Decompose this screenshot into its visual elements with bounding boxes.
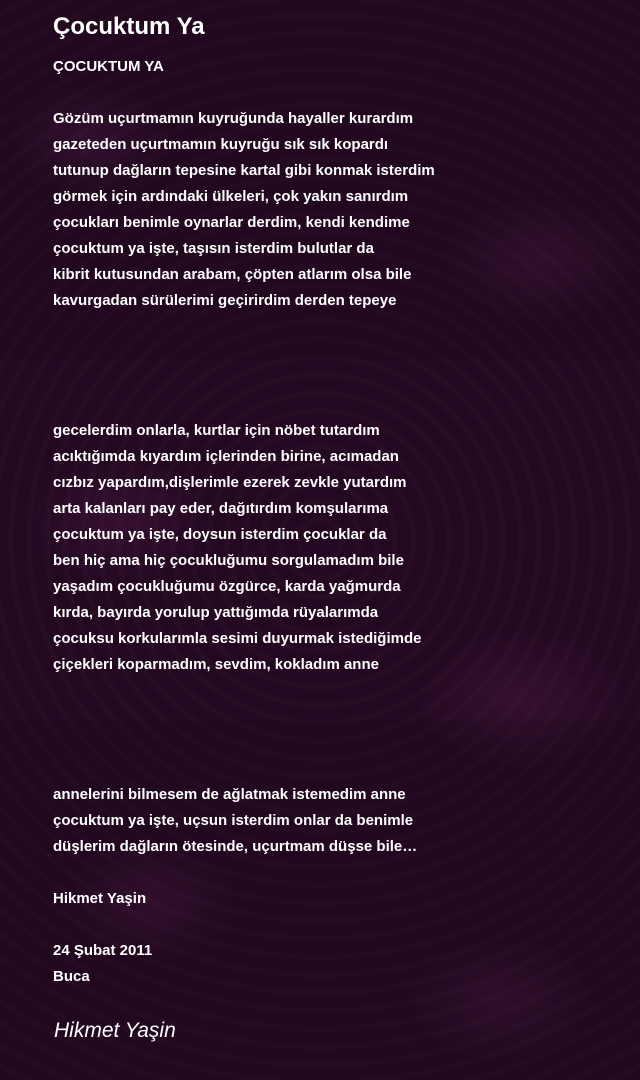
poem-line: çocuktum ya işte, taşısın isterdim bulutlar da [53,240,374,257]
poem-line: annelerini bilmesem de ağlatmak istemedim anne [53,786,406,803]
poem-line: ÇOCUKTUM YA [53,58,164,75]
poem-blank-line [53,392,613,418]
poem-line: kavurgadan sürülerimi geçirirdim derden tepeye [53,292,397,309]
poem-line: Gözüm uçurtmamın kuyruğunda hayaller kurardım [53,110,414,127]
poem-line: cızbız yapardım,dişlerimle ezerek zevkle yutardım [53,474,407,491]
poem-line: acıktığımda kıyardım içlerinden birine, acımadan [53,448,399,465]
poem-blank-line [53,756,613,782]
poem-blank-line [53,340,613,366]
poem-line: görmek için ardındaki ülkeleri, çok yakın sanırdım [53,188,409,205]
poem-line: Buca [53,968,90,985]
poem-blank-line [53,314,613,340]
poem-line: kırda, bayırda yorulup yattığımda rüyalarımda [53,604,379,621]
poem-line: çocuktum ya işte, doysun isterdim çocuklar da [53,526,387,543]
poem-line: Hikmet Yaşin [53,890,147,907]
poem-line: gecelerdim onlarla, kurtlar için nöbet tutardım [53,422,380,439]
poem-line: kibrit kutusundan arabam, çöpten atlarım olsa bile [53,266,412,283]
poem-blank-line [53,912,613,938]
poem-body [53,54,613,990]
poem-line: çocuksu korkularımla sesimi duyurmak istediğimde [53,630,422,647]
poem-line: yaşadım çocukluğumu özgürce, karda yağmurda [53,578,401,595]
poem-line: tutunup dağların tepesine kartal gibi konmak isterdim [53,162,435,179]
poem-line: çiçekleri koparmadım, sevdim, kokladım anne [53,656,379,673]
poem-line: çocukları benimle oynarlar derdim, kendi kendime [53,214,410,231]
poem-line: arta kalanları pay eder, dağıtırdım komşularıma [53,500,389,517]
poem-line: düşlerim dağların ötesinde, uçurtmam düşse bile… [53,838,418,855]
poem-blank-line [53,678,613,704]
poem-line: gazeteden uçurtmamın kuyruğu sık sık kopardı [53,136,389,153]
poem-line: çocuktum ya işte, uçsun isterdim onlar da benimle [53,812,414,829]
poem-title: Çocuktum Ya [53,13,205,40]
poem-blank-line [53,860,613,886]
poem-blank-line [53,730,613,756]
poem-blank-line [53,80,613,106]
author-signature: Hikmet Yaşin [54,1019,176,1042]
poem-blank-line [53,704,613,730]
poem-line: ben hiç ama hiç çocukluğumu sorgulamadım bile [53,552,404,569]
poem-blank-line [53,366,613,392]
poem-line: 24 Şubat 2011 [53,942,153,959]
